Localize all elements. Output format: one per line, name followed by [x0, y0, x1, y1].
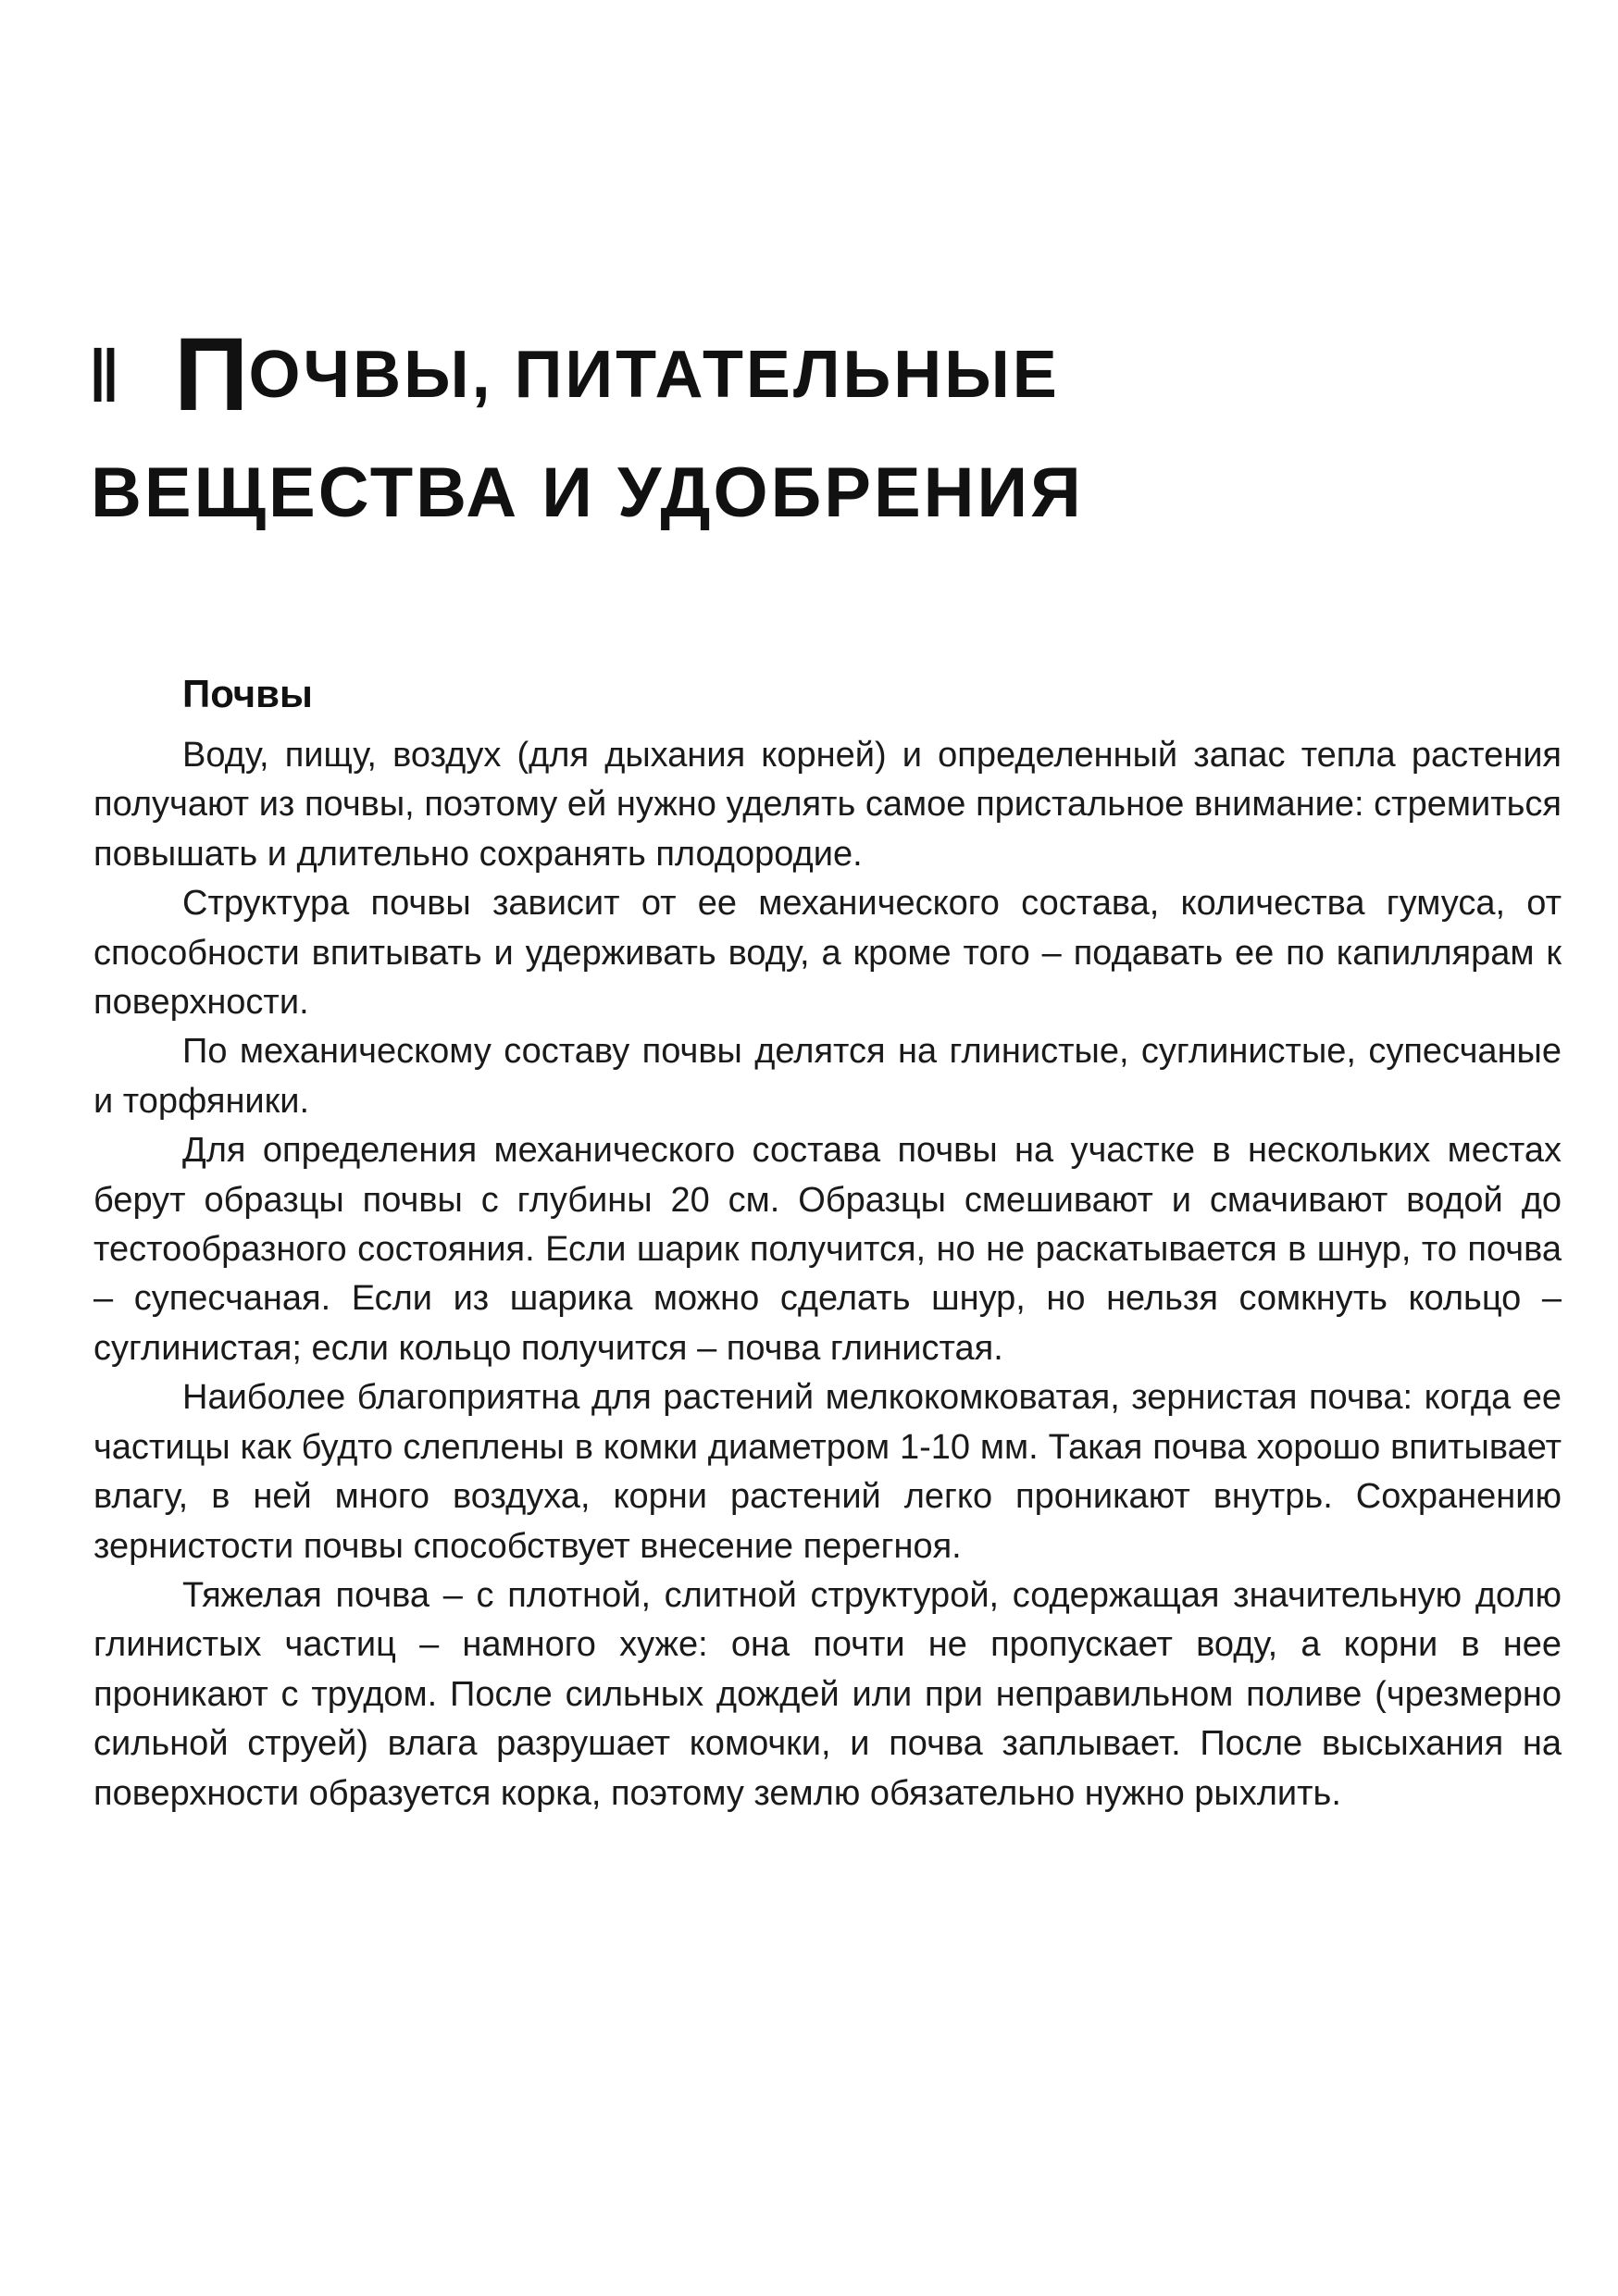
chapter-title-initial: П	[174, 316, 249, 432]
chapter-title-line-1	[91, 316, 1387, 432]
paragraph-text: Наиболее благоприятна для растений мелкокомковатая, зернистая почва: когда ее частицы как будто слеплены в комки диаметром 1-10 мм. Такая почва хорошо впитывает влагу, в ней много воздуха, корни растений легко проникают внутрь. Сохранению зернистости почвы способствует внесение перегноя.	[93, 1378, 1562, 1566]
chapter-number: II	[91, 331, 117, 418]
paragraph	[93, 1373, 1562, 1571]
paragraph-text: По механическому составу почвы делятся на глинистые, суглинистые, супесчаные и торфяники.	[93, 1032, 1562, 1121]
paragraph-text: Тяжелая почва – с плотной, слитной структурой, содержащая значительную долю глинистых частиц – намного хуже: она почти не пропускает воду, а корни в нее проникают с трудом. После сильных дождей или при неправильном поливе (чрезмерно сильной струей) влага разрушает комочки, и почва заплывает. После высыхания на поверхности образуется корка, поэтому землю обязательно нужно рыхлить.	[93, 1575, 1562, 1813]
paragraph	[93, 1571, 1562, 1818]
paragraph	[93, 1027, 1562, 1126]
paragraph-text: Для определения механического состава почвы на участке в нескольких местах берут образцы почвы с глубины 20 см. Образцы смешивают и смачивают водой до тестообразного состояния. Если шарик получится, но не раскатывается в шнур, то почва – супесчаная. Если из шарика можно сделать шнур, но нельзя сомкнуть кольцо – суглинистая; если кольцо получится – почва глинистая.	[93, 1131, 1562, 1368]
section-title: Почвы	[182, 672, 313, 715]
chapter-title-line-2: ВЕЩЕСТВА И УДОБРЕНИЯ	[91, 453, 1084, 532]
paragraph	[93, 1126, 1562, 1373]
paragraph-text: Воду, пищу, воздух (для дыхания корней) и определенный запас тепла растения получают из почвы, поэтому ей нужно уделять самое пристальное внимание: стремиться повышать и длительно сохранять плодородие.	[93, 736, 1562, 874]
paragraph	[93, 731, 1562, 879]
paragraph-text: Структура почвы зависит от ее механического состава, количества гумуса, от способности впитывать и удерживать воду, а кроме того – подавать ее по капиллярам к поверхности.	[93, 884, 1562, 1023]
paragraph	[93, 879, 1562, 1027]
body-text	[93, 731, 1562, 1818]
chapter-heading	[91, 316, 1387, 549]
chapter-title-rest: ОЧВЫ, ПИТАТЕЛЬНЫЕ	[248, 338, 1060, 412]
